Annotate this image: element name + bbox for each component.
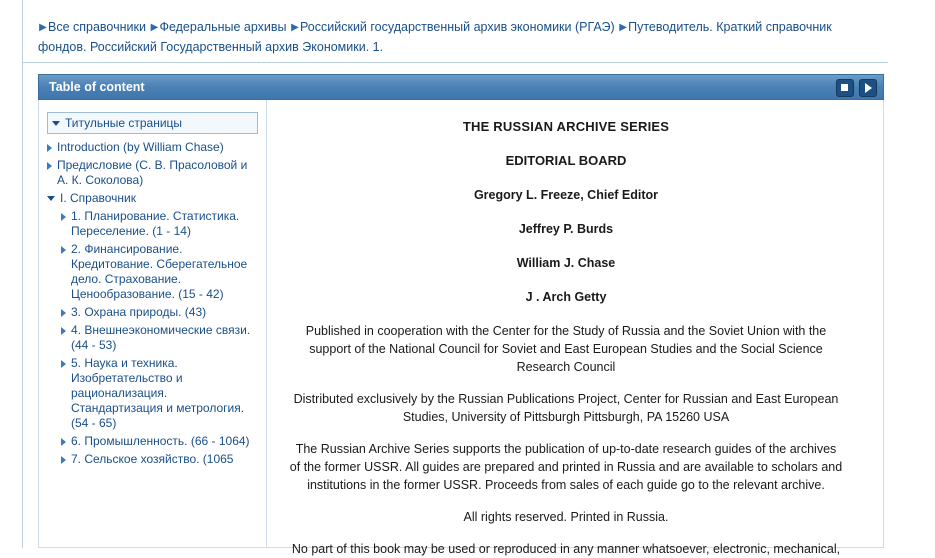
play-triangle-icon [865,83,872,93]
toc-item-section-2[interactable] [61,242,258,302]
toc-header-title-pages[interactable] [47,112,258,134]
stop-button[interactable] [836,79,854,97]
toc-item-label: 7. Сельское хозяйство. (1065 [71,452,234,466]
toc-item-section-3[interactable] [61,305,258,320]
panel-header-buttons [836,79,877,97]
toc-item-label: 6. Промышленность. (66 - 1064) [71,434,250,448]
chevron-down-icon [47,196,55,201]
document-paragraph-2: Distributed exclusively by the Russian Publications Project, Center for Russian and East European Studies, University of Pittsburgh Pittsburgh, PA 15260 USA [293,392,839,424]
breadcrumb [38,18,883,56]
toc-item-label: Introduction (by William Chase) [57,140,224,154]
document-paragraph-1: Published in cooperation with the Center for the Study of Russia and the Soviet Union with the support of the National Council for Soviet and East European Studies and the Social Science Research Council [305,324,827,374]
toc-item-section-5[interactable] [61,356,258,431]
chevron-right-icon [47,144,52,152]
table-of-content-header [38,74,884,100]
toc-item-section-4[interactable] [61,323,258,353]
editor-chief: Gregory L. Freeze, Chief Editor [473,188,659,202]
breadcrumb-arrow-icon: ▶ [150,22,159,33]
toc-item-section-1[interactable] [61,209,258,239]
document-series-title: THE RUSSIAN ARCHIVE SERIES [462,119,670,134]
toc-item-label: 2. Финансирование. Кредитование. Сберегательное дело. Страхование. Ценообразование. (15 - 42) [71,242,248,301]
document-paragraph-3: The Russian Archive Series supports the publication of up-to-date research guides of the archives of the former USSR. All guides are prepared and printed in Russia and are available to scholars and institutions in the former USSR. Proceeds from sales of each guide go to the relevant archive. [289,442,843,492]
chevron-down-icon [52,121,60,126]
chevron-right-icon [61,456,66,464]
document-board-title: EDITORIAL BOARD [505,153,627,168]
breadcrumb-item-3[interactable]: Путеводитель. Краткий справочник фондов. Российский Государственный архив Экономики. 1. [38,20,832,54]
chevron-right-icon [61,246,66,254]
toc-item-label: 4. Внешнеэкономические связи. (44 - 53) [71,323,251,352]
breadcrumb-item-1[interactable]: Федеральные архивы [159,20,287,34]
document-pane [267,100,883,556]
breadcrumb-arrow-icon: ▶ [619,22,627,33]
chevron-right-icon [47,162,52,170]
chevron-right-icon [61,213,66,221]
breadcrumb-item-2[interactable]: Российский государственный архив экономики (РГАЭ) [300,20,615,34]
panel-title: Table of content [49,80,145,94]
document-paragraph-5: No part of this book may be used or reproduced in any manner whatsoever, electronic, mechanical, [291,542,841,556]
breadcrumb-item-0[interactable]: Все справочники [48,20,146,34]
table-of-contents [39,100,267,547]
content-area [38,100,884,556]
chevron-right-icon [61,360,66,368]
right-vertical-rule [888,0,889,548]
document-paragraph-4: All rights reserved. Printed in Russia. [463,510,669,524]
toc-item-label: 1. Планирование. Статистика. Переселение. (1 - 14) [71,209,240,238]
toc-item-section-7[interactable] [61,452,258,467]
toc-item-label: Предисловие (С. В. Прасоловой и А. К. Соколова) [57,158,248,187]
toc-item-introduction[interactable] [47,140,258,155]
editor-chase: William J. Chase [516,256,616,270]
breadcrumb-divider [23,62,888,63]
toc-item-preface[interactable] [47,158,258,188]
chevron-right-icon [61,438,66,446]
toc-item-section-6[interactable] [61,434,258,449]
chevron-right-icon [61,327,66,335]
toc-item-label: 5. Наука и техника. Изобретательство и рационализация. Стандартизация и метрология. (54 - 65) [71,356,245,430]
breadcrumb-arrow-icon: ▶ [39,22,47,33]
breadcrumb-arrow-icon: ▶ [291,22,299,33]
play-next-button[interactable] [859,79,877,97]
toc-header-label: Титульные страницы [65,116,183,130]
editor-burds: Jeffrey P. Burds [518,222,614,236]
editor-getty: J . Arch Getty [525,290,607,304]
stop-square-icon [841,84,848,91]
toc-item-label: I. Справочник [60,191,136,205]
left-vertical-rule [22,0,23,548]
toc-item-spravochnik[interactable] [47,191,258,206]
chevron-right-icon [61,309,66,317]
toc-item-label: 3. Охрана природы. (43) [71,305,207,319]
